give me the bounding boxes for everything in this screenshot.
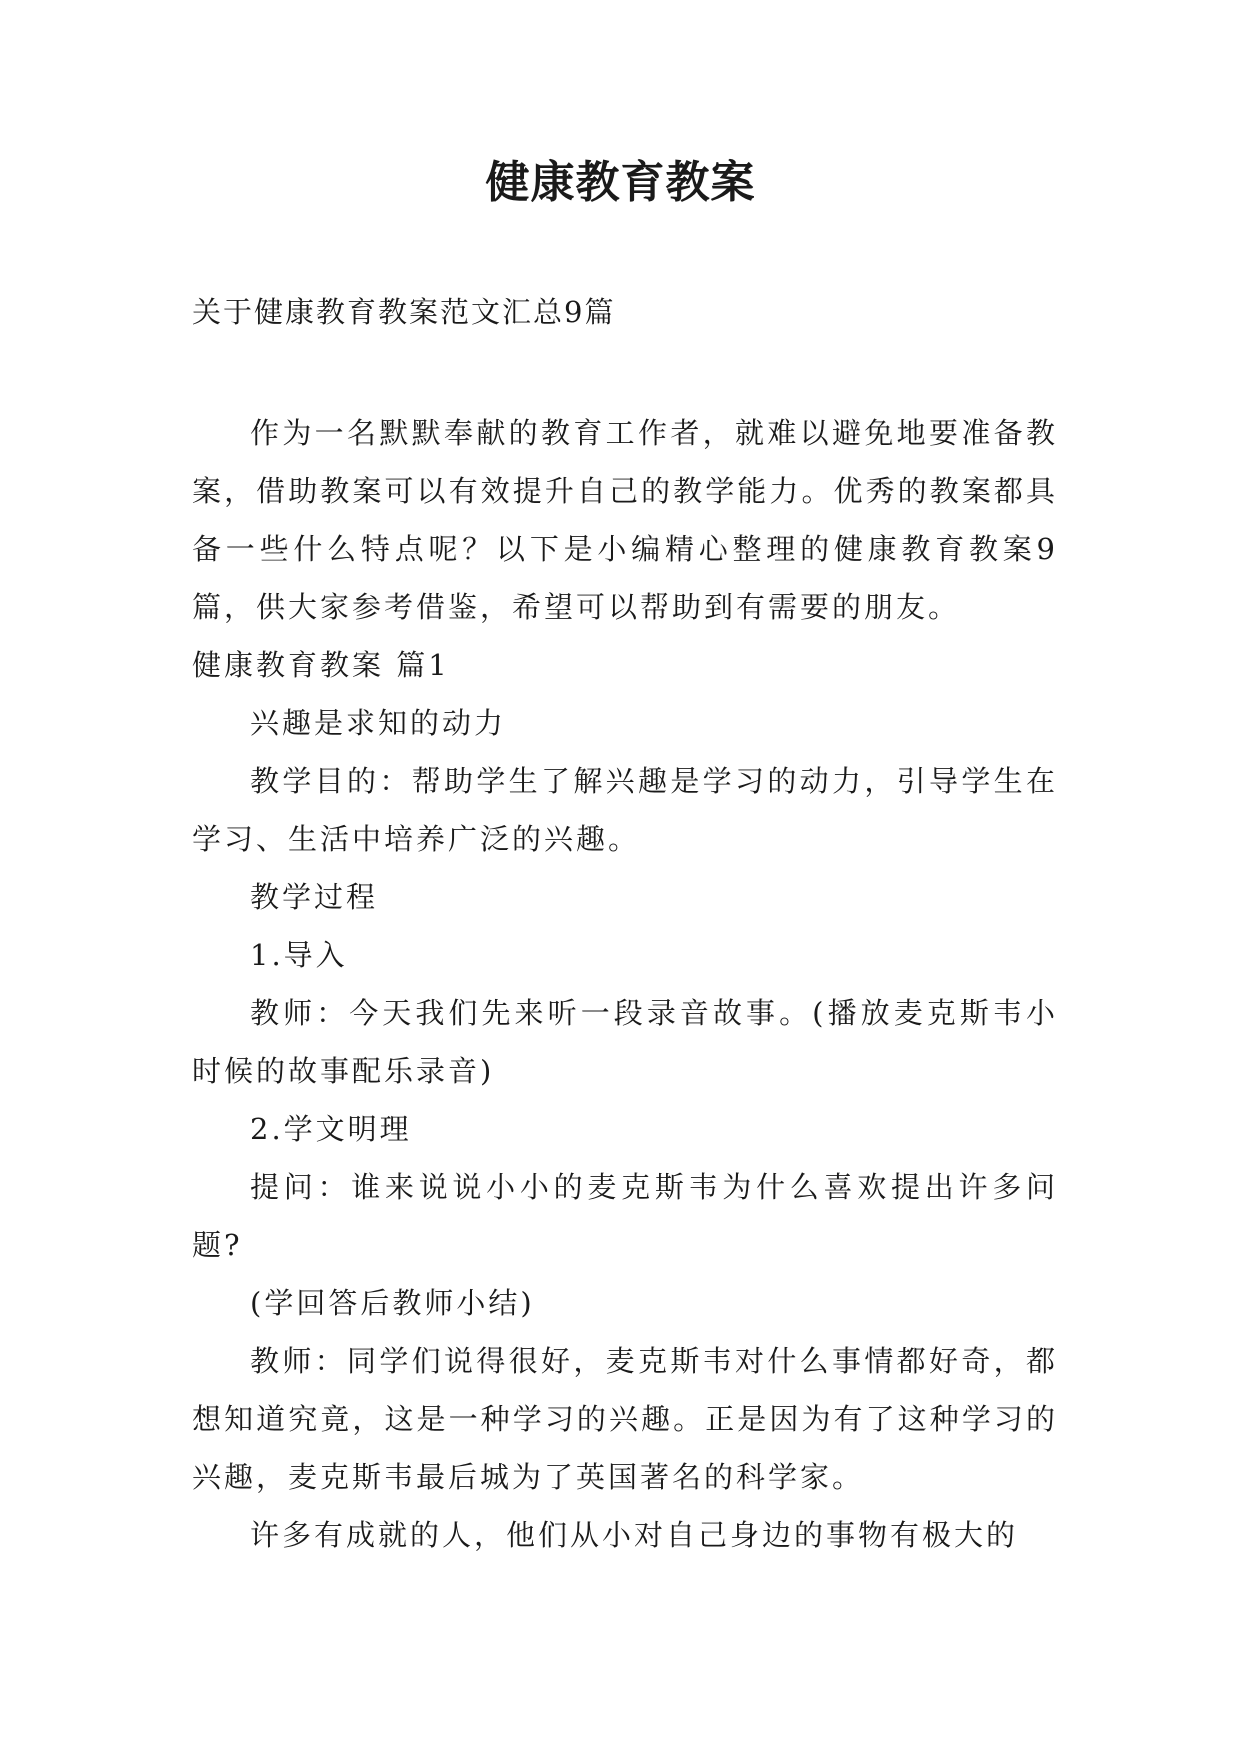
paragraph: 许多有成就的人，他们从小对自己身边的事物有极大的 (250, 1518, 1019, 1552)
paragraph: (学回答后教师小结) (250, 1286, 535, 1320)
paragraph: 教学目的：帮助学生了解兴趣是学习的动力，引导学生在学习、生活中培养广泛的兴趣。 (192, 764, 1058, 856)
paragraph: 2.学文明理 (250, 1112, 412, 1146)
document-subtitle: 关于健康教育教案范文汇总9篇 (192, 295, 616, 329)
paragraph: 1.导入 (250, 938, 348, 972)
paragraph: 教学过程 (250, 880, 379, 914)
paragraph: 教师：今天我们先来听一段录音故事。(播放麦克斯韦小时候的故事配乐录音) (192, 996, 1058, 1088)
paragraph: 兴趣是求知的动力 (250, 706, 507, 740)
paragraph: 教师：同学们说得很好，麦克斯韦对什么事情都好奇，都想知道究竟，这是一种学习的兴趣。正是因为有了这种学习的兴趣，麦克斯韦最后城为了英国著名的科学家。 (192, 1344, 1058, 1494)
paragraph: 提问：谁来说说小小的麦克斯韦为什么喜欢提出许多问题? (192, 1170, 1058, 1262)
document-body (192, 404, 1058, 1564)
document-title: 健康教育教案 (485, 157, 756, 208)
paragraph: 健康教育教案 篇1 (192, 648, 450, 682)
paragraph: 作为一名默默奉献的教育工作者，就难以避免地要准备教案，借助教案可以有效提升自己的教学能力。优秀的教案都具备一些什么特点呢？以下是小编精心整理的健康教育教案9篇，供大家参考借鉴，希望可以帮助到有需要的朋友。 (192, 416, 1058, 624)
